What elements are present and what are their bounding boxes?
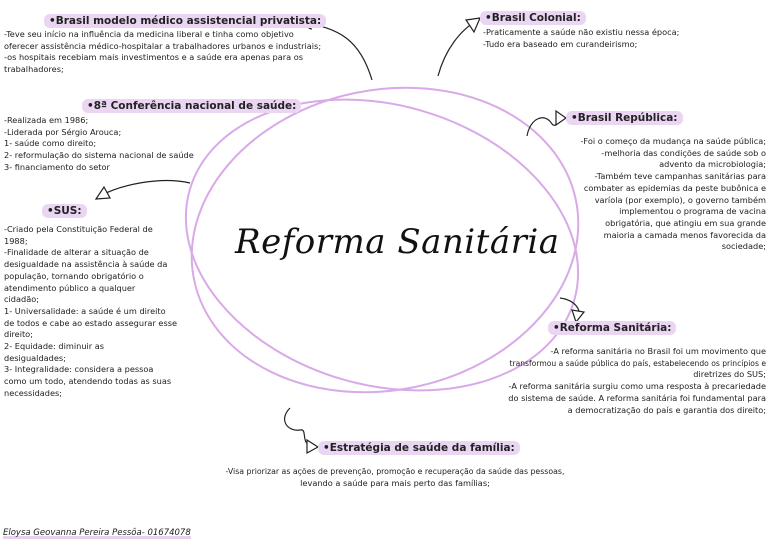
text-line: -Finalidade de alterar a situação de: [4, 247, 149, 258]
text-line: direito;: [4, 329, 33, 340]
text-line: advento da microbiologia;: [659, 159, 766, 170]
text-line: diretrizes do SUS;: [693, 369, 766, 380]
text-line: -Também teve campanhas sanitárias para: [594, 171, 766, 182]
text-line: do sistema de saúde. A reforma sanitária foi fundamental para: [508, 392, 766, 403]
text-reforma: [466, 346, 766, 416]
text-line: -os hospitais recebiam mais investimentos e a saúde era apenas para os: [4, 52, 304, 63]
heading-reforma: •Reforma Sanitária:: [548, 321, 676, 335]
heading-sus: •SUS:: [42, 204, 87, 218]
text-line: a democratização do país e garantia dos direito;: [567, 404, 766, 415]
text-line: atendimento público a qualquer: [4, 282, 136, 293]
text-line: sociedade;: [721, 241, 766, 252]
text-line: -Visa priorizar as ações de prevenção, promoção e recuperação da saúde das pessoas,: [225, 467, 565, 476]
text-line: -Liderada por Sérgio Arouca;: [4, 126, 122, 137]
text-line: de todos e cabe ao estado assegurar esse: [4, 317, 178, 328]
text-line: população, tornando obrigatório o: [4, 270, 144, 281]
heading-colonial: •Brasil Colonial:: [480, 11, 586, 25]
text-line: obrigatória, que atingiu em sua grande: [605, 217, 766, 228]
text-line: 3- Integralidade: considera a pessoa: [4, 364, 154, 375]
text-line: transformou a saúde pública do país, estabelecendo os princípios e: [509, 358, 766, 368]
text-familia: [215, 466, 575, 489]
text-line: -Foi o começo da mudança na saúde pública;: [580, 136, 766, 146]
text-line: -Teve seu início na influência da medicina liberal e tinha como objetivo: [4, 29, 294, 39]
text-sus: [4, 224, 177, 400]
text-line: 3- financiamento do setor: [4, 161, 110, 172]
text-line: 2- Equidade: diminuir as: [4, 341, 105, 352]
central-title: Reforma Sanitária: [235, 222, 560, 262]
text-line: desigualdade na assistência à saúde da: [4, 259, 168, 270]
text-line: levando a saúde para mais perto das famílias;: [300, 477, 490, 488]
text-republica: [546, 136, 766, 253]
text-line: -Praticamente a saúde não existiu nessa época;: [483, 27, 680, 37]
heading-conferencia: •8ª Conferência nacional de saúde:: [82, 99, 301, 113]
arrowhead-colonial: [466, 18, 480, 32]
heading-familia: •Estratégia de saúde da família:: [318, 441, 520, 455]
text-line: 1988;: [4, 235, 28, 246]
heading-privatista: •Brasil modelo médico assistencial privatista:: [44, 14, 326, 28]
text-line: 2- reformulação do sistema nacional de saúde: [4, 150, 194, 161]
text-line: maioria a camada menos favorecida da: [603, 229, 766, 240]
author-credit: Eloysa Geovanna Pereira Pessôa- 01674078: [3, 528, 191, 538]
heading-republica: •Brasil República:: [566, 111, 683, 125]
text-line: oferecer assistência médico-hospitalar a trabalhadores urbanos e industriais;: [4, 40, 322, 51]
text-line: -melhoria das condições de saúde sob o: [601, 147, 766, 158]
text-line: 1- Universalidade: a saúde é um direito: [4, 305, 166, 316]
arrowhead-republica: [556, 111, 566, 125]
text-colonial: [483, 27, 679, 50]
arrowhead-familia: [307, 440, 318, 453]
text-conferencia: [4, 115, 194, 174]
text-line: -Tudo era baseado em curandeirismo;: [483, 38, 638, 49]
arrowhead-conferencia: [96, 187, 110, 199]
text-line: necessidades;: [4, 387, 63, 398]
text-line: -Realizada em 1986;: [4, 115, 89, 125]
text-line: trabalhadores;: [4, 64, 64, 75]
text-privatista: [4, 29, 321, 76]
text-line: 1- saúde como direito;: [4, 138, 97, 149]
text-line: -Criado pela Constituição Federal de: [4, 224, 153, 234]
text-line: -A reforma sanitária surgiu como uma resposta à precariedade: [508, 381, 766, 392]
text-line: como um todo, atendendo todas as suas: [4, 376, 172, 387]
connector-conferencia: [100, 181, 190, 196]
text-line: cidadão;: [4, 294, 39, 305]
text-line: desigualdades;: [4, 352, 66, 363]
text-line: implementou o programa de vacina: [619, 206, 766, 217]
text-line: -A reforma sanitária no Brasil foi um movimento que: [550, 346, 766, 356]
text-line: combater as epidemias da peste bubônica e: [583, 182, 766, 193]
text-line: varíola (por exemplo), o governo também: [594, 194, 766, 205]
